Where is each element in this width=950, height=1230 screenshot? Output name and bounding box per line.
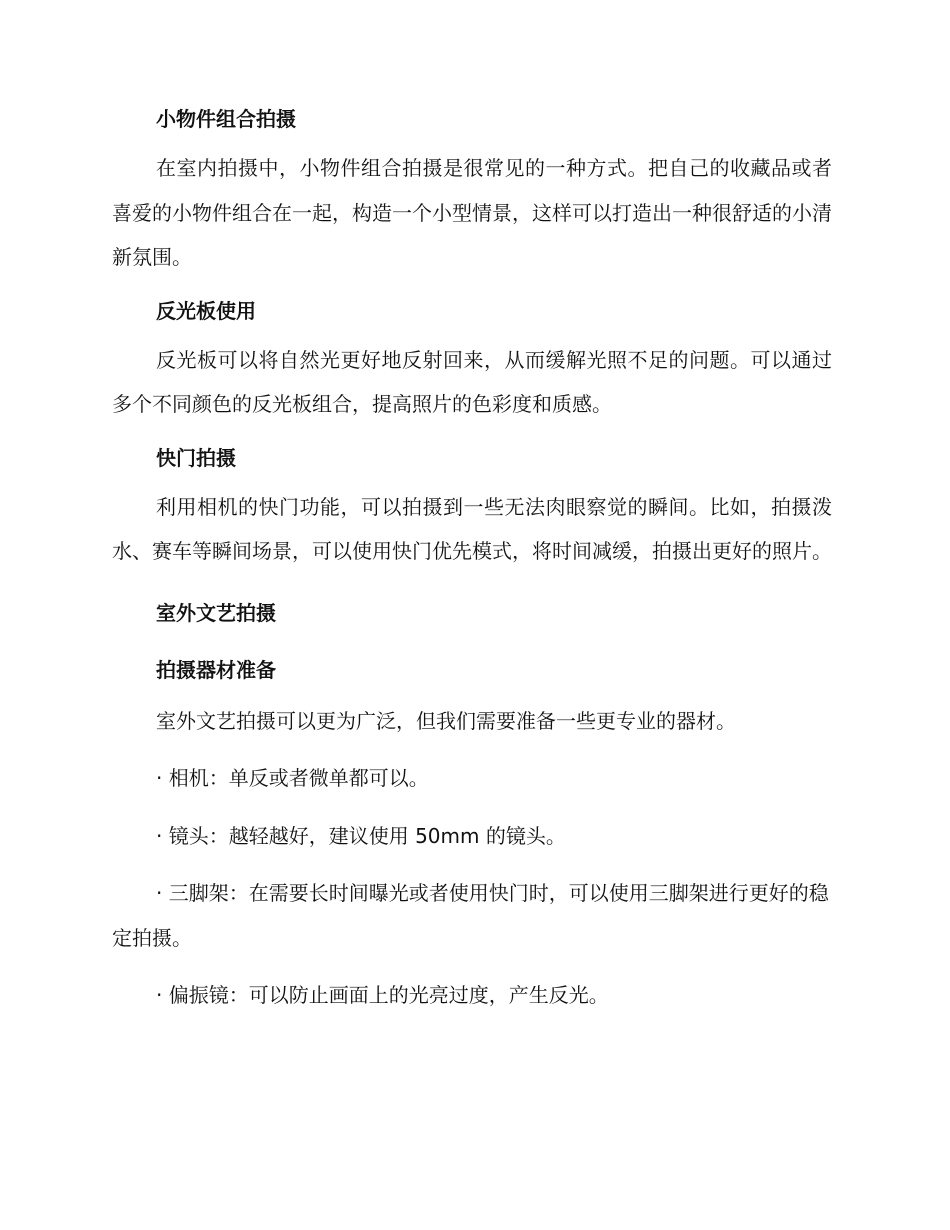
equipment-item-camera: · 相机：单反或者微单都可以。 xyxy=(156,766,429,790)
section-heading-shutter: 快门拍摄 xyxy=(156,445,236,470)
equipment-subheading: 拍摄器材准备 xyxy=(156,657,276,682)
document-page xyxy=(112,104,832,1018)
equipment-item-polarizer: · 偏振镜：可以防止画面上的光亮过度，产生反光。 xyxy=(156,983,609,1007)
outdoor-heading: 室外文艺拍摄 xyxy=(156,600,276,625)
section-paragraph-small-objects: 在室内拍摄中，小物件组合拍摄是很常见的一种方式。把自己的收藏品或者喜爱的小物件组合在一起，构造一个小型情景，这样可以打造出一种很舒适的小清新氛围。 xyxy=(112,156,832,269)
section-paragraph-shutter: 利用相机的快门功能，可以拍摄到一些无法肉眼察觉的瞬间。比如，拍摄泼水、赛车等瞬间场景，可以使用快门优先模式，将时间减缓，拍摄出更好的照片。 xyxy=(112,494,832,563)
section-paragraph-reflector: 反光板可以将自然光更好地反射回来，从而缓解光照不足的问题。可以通过多个不同颜色的反光板组合，提高照片的色彩度和质感。 xyxy=(112,347,832,416)
section-heading-small-objects: 小物件组合拍摄 xyxy=(156,107,296,131)
equipment-item-tripod: · 三脚架：在需要长时间曝光或者使用快门时，可以使用三脚架进行更好的稳定拍摄。 xyxy=(112,881,829,950)
section-heading-reflector: 反光板使用 xyxy=(156,298,256,323)
equipment-item-lens: · 镜头：越轻越好，建议使用 50mm 的镜头。 xyxy=(156,823,566,848)
equipment-intro: 室外文艺拍摄可以更为广泛，但我们需要准备一些更专业的器材。 xyxy=(156,708,736,733)
